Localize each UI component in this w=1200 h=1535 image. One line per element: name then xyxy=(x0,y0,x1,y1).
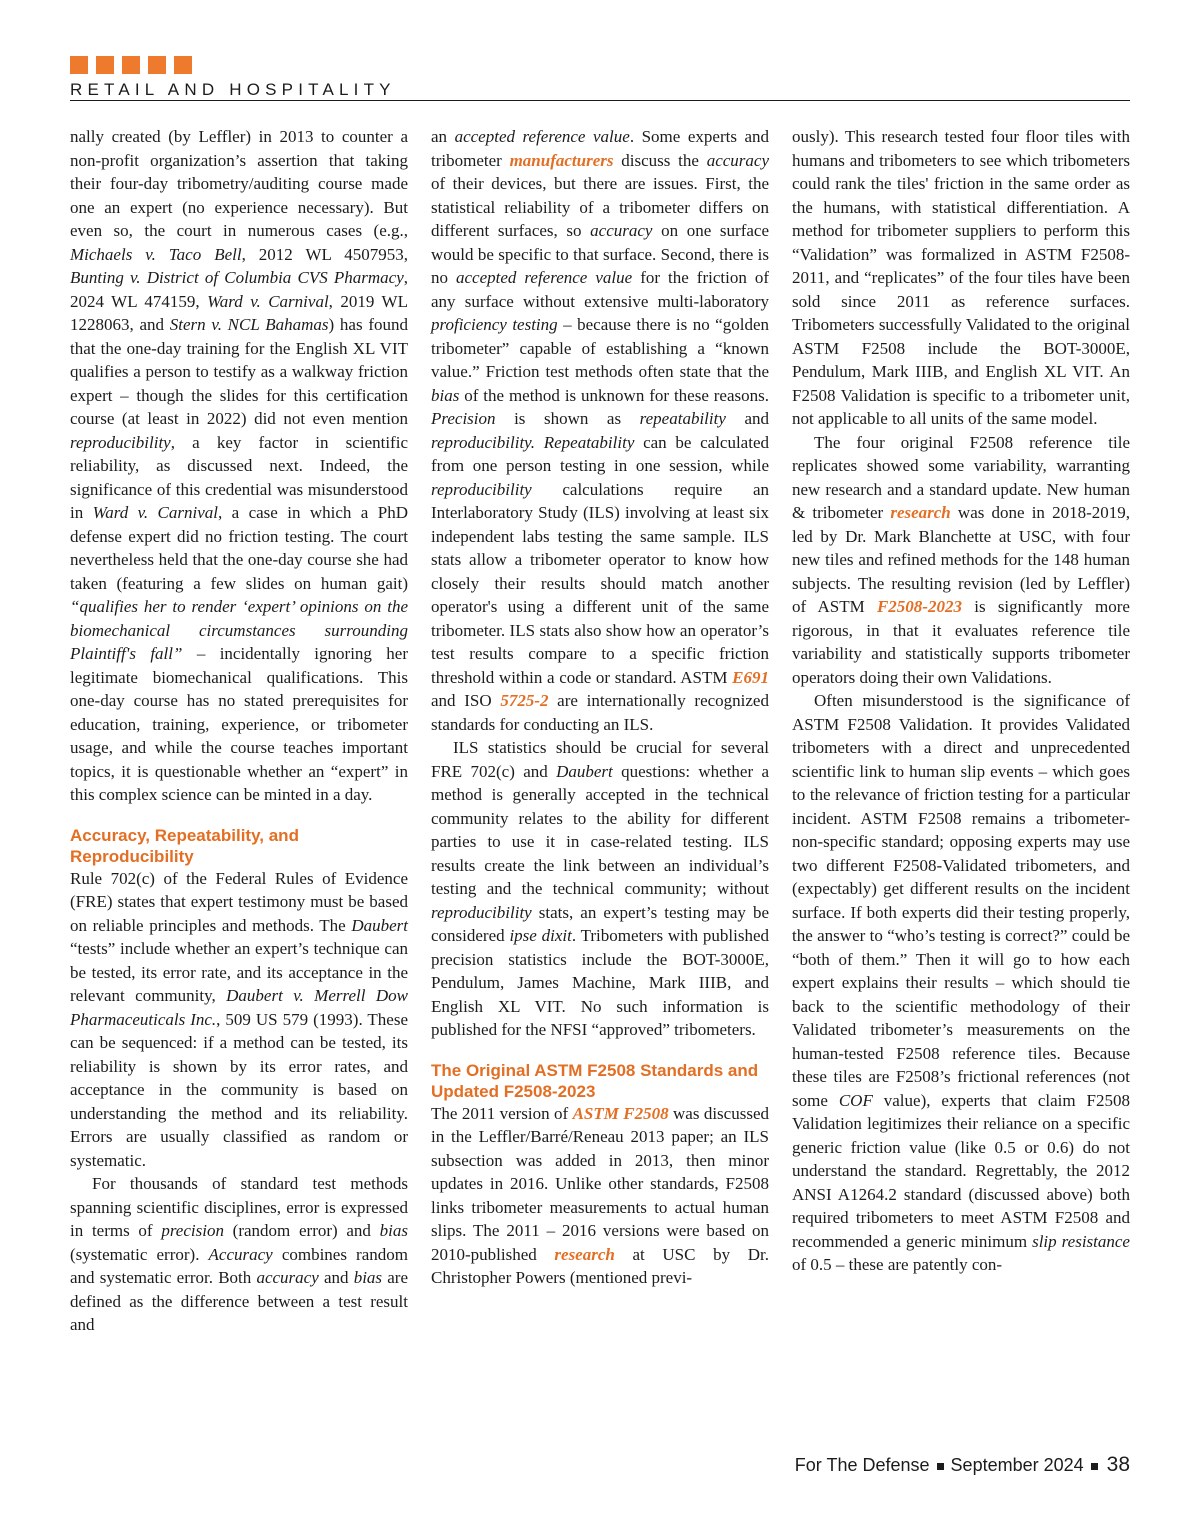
italic-text: Daubert xyxy=(556,761,613,781)
text-run: ) has found that the one-day training for the English XL VIT qualifies a person to testify as a walkway friction expert – though the slides for this certification course (at least in 2022) did not even mention xyxy=(70,315,408,428)
paragraph xyxy=(792,125,1130,431)
text-run: are defined as the difference between a test result and xyxy=(70,1268,408,1334)
text-run: discuss the xyxy=(613,150,707,170)
column-3 xyxy=(792,125,1130,1277)
header-rule xyxy=(70,100,1130,101)
text-run: of their devices, but there are issues. First, the statistical reliability of a tribometer differs on different surfaces, so xyxy=(431,174,769,240)
publication-name: For The Defense xyxy=(794,1455,930,1475)
text-run: “tests” include whether an expert’s technique can be tested, its error rate, and its acceptance in the relevant community, xyxy=(70,939,408,1005)
decorative-squares xyxy=(70,56,1130,74)
text-run: The 2011 version of xyxy=(431,1103,573,1123)
text-run: – because there is no “golden tribometer” capable of establishing a “known value.” Friction test methods often state that the xyxy=(431,315,769,381)
italic-text: reproducibility. Repeatability xyxy=(431,432,635,452)
text-run: and xyxy=(318,1268,354,1287)
text-run: , 509 US 579 (1993). These can be sequenced: if a method can be tested, its reliability is shown by its error rates, and acceptance in the community is based on understanding the method and its reliability. Errors are usually classified as random or systematic. xyxy=(70,1009,408,1170)
text-run: For thousands of standard test methods spanning scientific disciplines, error is expressed in terms of xyxy=(70,1174,408,1240)
text-run: for the friction of any surface without extensive multi-laboratory xyxy=(431,268,770,311)
text-run: ously). This research tested four floor tiles with humans and tribometers to see which tribometers could rank the tiles' friction in the same order as the humans, with statistical differentiation. A method for tribometer suppliers to perform this “Validation” was formalized in ASTM F2508-2011, and “replicates” of the four tiles have been sold since 2011 as reference surfaces. Tribometers successfully Validated to the original ASTM F2508 include the BOT-3000E, Pendulum, Mark IIIB, and English XL VIT. An F2508 Validation is specific to a tribometer unit, not applicable to all units of the same model. xyxy=(792,127,1130,428)
italic-text: proficiency testing xyxy=(431,315,558,334)
text-run: nally created (by Leffler) in 2013 to counter a non-profit organization’s assertion that taking their four-day tribometry/auditing course made one an expert (no experience necessary). But even so, the court in numerous cases (e.g., xyxy=(70,127,408,240)
text-run: combines random and systematic error. Both xyxy=(70,1244,408,1287)
inline-link[interactable]: F2508-2023 xyxy=(876,597,962,616)
square-3 xyxy=(122,56,140,74)
square-5 xyxy=(174,56,192,74)
italic-text: Bunting v. District of Columbia CVS Pharmacy xyxy=(70,268,404,287)
text-run: Often misunderstood is the significance of ASTM F2508 Validation. It provides Validated tribometers with a direct and unprecedented scientific link to human slip events – which goes to the relevance of friction testing for a particular incident. ASTM F2508 remains a tribometer-non-specific standard; opposing experts may use two different F2508-Validated tribometers, and (expectably) get different results on the incident surface. If both experts did their testing properly, the answer to “who’s testing is correct?” could be “both of them.” Then it will go to how each expert explains their results – which should tie back to the scientific methodology of their Validated tribometer’s measurements on the human-tested F2508 reference tiles. Because these tiles are F2508’s frictional references (not some xyxy=(792,691,1130,1110)
italic-text: bias xyxy=(353,1268,383,1287)
text-run: can be calculated from one person testing in one session, while xyxy=(431,432,769,475)
inline-link[interactable]: 5725-2 xyxy=(500,691,549,710)
text-run: on one surface would be specific to that surface. Second, there is no xyxy=(431,221,769,287)
paragraph xyxy=(431,1102,769,1290)
text-run: are internationally recognized standards for conducting an ILS. xyxy=(431,691,769,734)
column-1 xyxy=(70,125,408,1337)
italic-text: reproducibility xyxy=(70,432,171,452)
text-run: and ISO xyxy=(431,691,501,710)
italic-text: Daubert xyxy=(351,915,408,935)
text-run: , 2024 WL 474159, xyxy=(70,268,408,311)
text-run: , a case in which a PhD defense expert did no friction testing. The court nevertheless held that the one-day course she had taken (featuring a few slides on human gait) xyxy=(70,503,408,593)
italic-text: accepted reference value xyxy=(456,268,633,287)
italic-text: accepted reference value xyxy=(454,127,630,146)
italic-text: accuracy xyxy=(706,150,769,170)
text-run: an xyxy=(431,127,455,146)
inline-link[interactable]: research xyxy=(554,1244,615,1264)
subheading-accuracy: Accuracy, Repeatability, and Reproducibility xyxy=(70,825,299,866)
text-run: is shown as xyxy=(495,409,640,428)
text-run: of 0.5 – these are patently con- xyxy=(792,1255,1003,1274)
text-run: . Tribometers with published precision statistics include the BOT-3000E, Pendulum, James Machine, Mark IIIB, and English XL VIT. No such information is published for the NFSI “approved” tribometers. xyxy=(431,926,769,1039)
italic-text: accuracy xyxy=(590,221,653,240)
footer-bullet xyxy=(1091,1463,1098,1470)
text-run: at USC by Dr. Christopher Powers (mentioned previ- xyxy=(431,1244,769,1287)
inline-link[interactable]: research xyxy=(890,503,951,522)
italic-text: Daubert v. Merrell Dow Pharmaceuticals Inc. xyxy=(70,986,409,1029)
issue-date: September 2024 xyxy=(950,1455,1084,1475)
text-run: Rule 702(c) of the Federal Rules of Evidence (FRE) states that expert testimony must be based on reliable principles and methods. The xyxy=(70,868,408,935)
italic-text: slip resistance xyxy=(1032,1231,1130,1251)
italic-text: Ward v. Carnival xyxy=(207,291,329,311)
inline-link[interactable]: manufacturers xyxy=(509,150,614,170)
italic-text: reproducibility xyxy=(431,902,532,922)
paragraph xyxy=(792,689,1130,1277)
paragraph xyxy=(431,736,769,1042)
text-run: , 2012 WL 4507953, xyxy=(241,244,408,264)
section-header xyxy=(70,56,1130,100)
text-run: calculations require an Interlaboratory Study (ILS) involving at least six independent labs testing the same sample. ILS stats allow a tribometer operator to know how closely their results should match another operator's using a different unit of the same tribometer. ILS stats also show how an operator’s test results compare to a specific friction threshold within a code or standard. ASTM xyxy=(431,479,769,687)
italic-text: bias xyxy=(431,385,460,405)
text-run: , 2019 WL 1228063, and xyxy=(70,291,408,334)
text-run: of the method is unknown for these reasons. xyxy=(459,385,769,405)
text-run: value), experts that claim F2508 Validation legitimizes their reliance on a specific generic friction value (like 0.5 or 0.6) do not understand the standard. Regrettably, the 2012 ANSI A1264.2 standard (discussed above) both required tribometers to meet ASTM F2508 and recommended a generic minimum xyxy=(792,1090,1130,1251)
italic-text: Ward v. Carnival xyxy=(92,503,218,522)
page-number: 38 xyxy=(1106,1453,1130,1476)
text-run: stats, an expert’s testing may be considered xyxy=(431,902,769,945)
inline-link[interactable]: ASTM F2508 xyxy=(572,1103,669,1123)
text-run: ILS statistics should be crucial for several FRE 702(c) and xyxy=(431,738,769,781)
text-run: (random error) and xyxy=(223,1221,380,1240)
section-title: RETAIL AND HOSPITALITY xyxy=(70,80,396,99)
footer-bullet xyxy=(937,1463,944,1470)
italic-text: COF xyxy=(838,1090,873,1110)
subheading-astm-f2508: The Original ASTM F2508 Standards and Updated F2508-2023 xyxy=(431,1060,759,1101)
text-run: was done in 2018-2019, led by Dr. Mark Blanchette at USC, with four new tiles and refined methods for the 148 human subjects. The resulting revision (led by Leffler) of ASTM xyxy=(792,503,1130,616)
text-run: and xyxy=(725,409,769,428)
paragraph xyxy=(70,1172,408,1337)
column-2 xyxy=(431,125,769,1290)
italic-text: accuracy xyxy=(256,1268,319,1287)
paragraph xyxy=(431,125,769,736)
text-run: questions: whether a method is generally accepted in the technical community relates to the ability for different parties to use it in case-related testing. ILS results create the link between an individual’s testing and the technical community; without xyxy=(431,761,770,898)
square-1 xyxy=(70,56,88,74)
italic-text: bias xyxy=(379,1221,408,1240)
text-run: – incidentally ignoring her legitimate biomechanical qualifications. This one-day course has no stated prerequisites for education, training, experience, or tribometer usage, and while the course teaches important topics, it is questionable whether an “expert” in this complex science can be minted in a day. xyxy=(70,644,408,804)
page-footer xyxy=(795,1453,1130,1477)
inline-link[interactable]: E691 xyxy=(732,667,769,687)
italic-text: ipse dixit xyxy=(509,926,572,945)
italic-text: precision xyxy=(161,1221,224,1240)
italic-text: Accuracy xyxy=(208,1244,273,1264)
italic-text: reproducibility xyxy=(431,479,532,499)
text-run: is significantly more rigorous, in that it evaluates reference tile variability and statistically supports tribometer operators doing their own Validations. xyxy=(792,597,1130,687)
text-run: , a key factor in scientific reliability, as discussed next. Indeed, the significance of this credential was misunderstood in xyxy=(70,432,408,522)
text-run: . Some experts and tribometer xyxy=(431,127,770,170)
italic-text: “qualifies her to render ‘expert’ opinions on the biomechanical circumstances surrounding Plaintiff's fall” xyxy=(70,597,408,663)
paragraph xyxy=(792,431,1130,690)
paragraph xyxy=(70,125,408,807)
square-2 xyxy=(96,56,114,74)
paragraph xyxy=(70,867,408,1173)
text-run: was discussed in the Leffler/Barré/Reneau 2013 paper; an ILS subsection was added in 2013, then minor updates in 2016. Unlike other standards, F2508 links tribometer measurements to actual human slips. The 2011 – 2016 versions were based on 2010-published xyxy=(431,1103,769,1264)
square-4 xyxy=(148,56,166,74)
text-run: The four original F2508 reference tile replicates showed some variability, warranting new research and a standard update. New human & tribometer xyxy=(792,432,1130,522)
text-run: (systematic error). xyxy=(70,1244,209,1264)
italic-text: Precision xyxy=(431,409,496,428)
italic-text: repeatability xyxy=(639,409,726,428)
italic-text: Stern v. NCL Bahamas xyxy=(169,315,329,334)
italic-text: Michaels v. Taco Bell xyxy=(70,244,242,264)
